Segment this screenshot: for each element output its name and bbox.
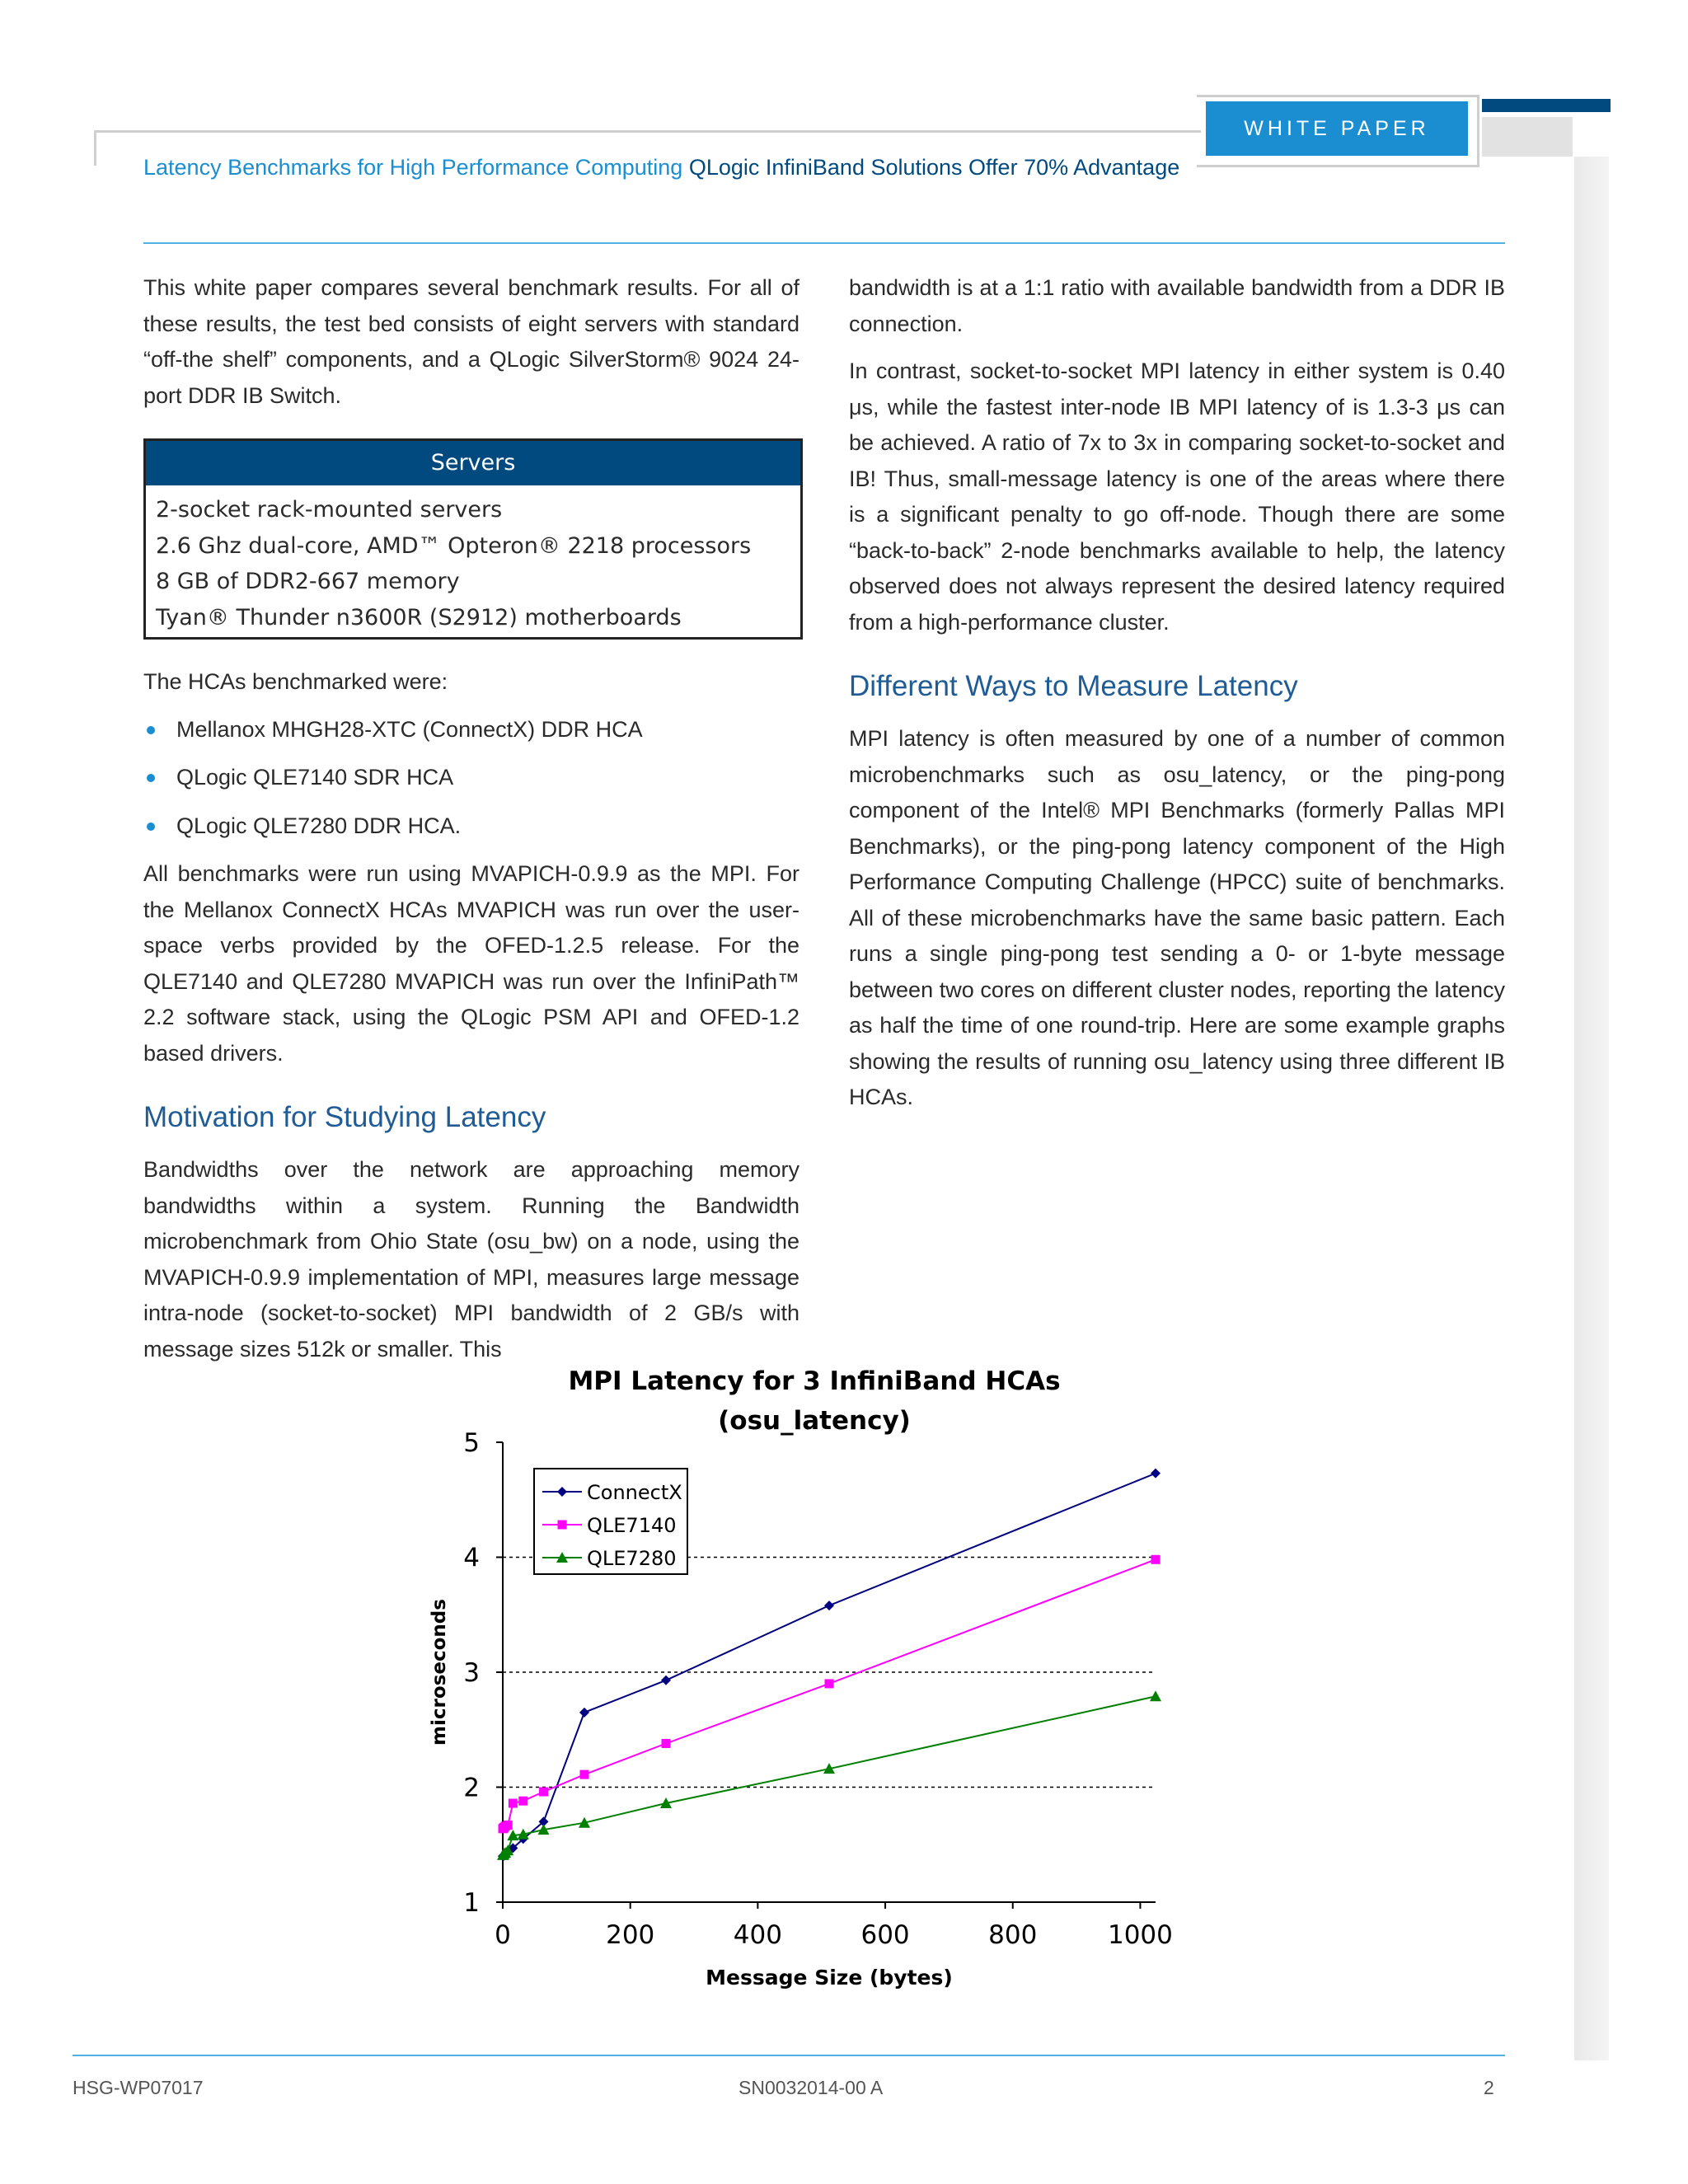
run-paragraph: All benchmarks were run using MVAPICH-0.9.9 as the MPI. For the Mellanox ConnectX HCAs MVAPICH was run over the user-space verbs provided by the OFED-1.2.5 release. For the QLE7140 and QLE7280 MVAPICH was run over the InfiniPath™ 2.2 software stack, using the QLogic PSM API and OFED-1.2 based drivers.: [143, 861, 799, 1066]
x-tick-label: 600: [860, 1920, 910, 1950]
servers-table: [143, 438, 803, 640]
data-point-qle7140: [504, 1821, 513, 1830]
hca-list-item-text: QLogic QLE7280 DDR HCA.: [176, 813, 462, 838]
latency-chart: [412, 1352, 1203, 2011]
x-tick-label: 0: [495, 1920, 511, 1950]
series-line-qle7140: [503, 1559, 1156, 1828]
data-point-qle7140: [1151, 1555, 1160, 1564]
servers-table-row: 2-socket rack-mounted servers: [156, 497, 503, 523]
legend-label: QLE7140: [587, 1514, 677, 1537]
data-point-connectx: [579, 1708, 589, 1718]
data-point-qle7140: [662, 1739, 671, 1748]
footer-rule: [73, 2055, 1505, 2056]
ways-paragraph: MPI latency is often measured by one of a number of common microbenchmarks such as osu_latency, or the ping-pong component of the Intel® MPI Benchmarks (formerly Pallas MPI Benchmarks), or the ping-pong latency component of the High Performance Computing Challenge (HPCC) suite of benchmarks. All of these microbenchmarks have the same basic pattern. Each runs a single ping-pong test sending a 0- or 1-byte message between two cores on different cluster nodes, reporting the latency as half the time of one round-trip. Here are some example graphs showing the results of running osu_latency using three different IB HCAs.: [849, 726, 1505, 1109]
y-tick-label: 4: [463, 1543, 480, 1573]
y-tick-label: 5: [463, 1428, 480, 1458]
hca-list-item-text: Mellanox MHGH28-XTC (ConnectX) DDR HCA: [176, 716, 643, 742]
page-side-strip: [1574, 157, 1609, 2060]
servers-table-body: [146, 485, 800, 637]
bullet-icon: [147, 823, 155, 831]
chart-x-axis-label: Message Size (bytes): [706, 1966, 953, 1990]
data-point-qle7140: [509, 1799, 518, 1808]
x-tick-label: 1000: [1107, 1920, 1173, 1950]
header-rule: [143, 242, 1505, 244]
chart-title-line2: (osu_latency): [718, 1406, 911, 1436]
servers-table-row: 2.6 Ghz dual-core, AMD™ Opteron® 2218 processors: [156, 532, 752, 559]
bullet-icon: [147, 726, 155, 734]
header-gray-panel: [1482, 117, 1573, 157]
chart-title-line1: MPI Latency for 3 InfiniBand HCAs: [568, 1366, 1061, 1396]
hca-list-item: [143, 712, 799, 748]
x-tick-label: 800: [988, 1920, 1038, 1950]
x-tick-label: 200: [606, 1920, 655, 1950]
data-point-connectx: [661, 1675, 671, 1685]
left-column: [143, 270, 799, 1379]
footer-doc-id: HSG-WP07017: [73, 2077, 204, 2098]
hca-list: [143, 712, 799, 845]
header-blue-bar: [1482, 99, 1611, 112]
data-point-connectx: [1151, 1469, 1160, 1479]
y-tick-label: 3: [463, 1658, 480, 1688]
continuation-paragraph: bandwidth is at a 1:1 ratio with available bandwidth from a DDR IB connection.: [849, 275, 1505, 336]
legend-marker-qle7140: [558, 1521, 567, 1530]
intro-paragraph: This white paper compares several benchmark results. For all of these results, the test bed consists of eight servers with standard “off-the shelf” components, and a QLogic SilverStorm® 9024 24-port DDR IB Switch.: [143, 275, 799, 408]
chart-legend: [534, 1469, 687, 1574]
ways-heading: Different Ways to Measure Latency: [849, 670, 1298, 702]
running-header-title: QLogic InfiniBand Solutions Offer 70% Advantage: [688, 155, 1180, 180]
running-header-series: Latency Benchmarks for High Performance Computing: [143, 155, 683, 180]
white-paper-tab: WHITE PAPER: [1206, 101, 1468, 156]
hca-list-item: [143, 760, 799, 796]
hcas-intro: The HCAs benchmarked were:: [143, 669, 448, 694]
y-tick-label: 1: [463, 1888, 480, 1918]
data-point-qle7140: [518, 1797, 528, 1806]
footer-page-number: 2: [1484, 2077, 1494, 2098]
data-point-qle7140: [825, 1679, 834, 1688]
running-header: [143, 155, 1179, 180]
servers-table-row: 8 GB of DDR2-667 memory: [156, 569, 460, 594]
servers-table-heading: Servers: [146, 441, 800, 485]
legend-label: ConnectX: [587, 1481, 682, 1504]
data-point-qle7140: [539, 1788, 548, 1797]
bullet-icon: [147, 774, 155, 782]
data-point-qle7280: [1150, 1690, 1161, 1701]
chart-y-axis-label: microseconds: [429, 1599, 450, 1746]
footer-part-number: SN0032014-00 A: [738, 2077, 884, 2098]
servers-table-row: Tyan® Thunder n3600R (S2912) motherboards: [156, 604, 682, 630]
series-line-qle7280: [503, 1696, 1156, 1855]
x-tick-label: 400: [733, 1920, 782, 1950]
hca-list-item-text: QLogic QLE7140 SDR HCA: [176, 765, 454, 790]
right-column: [849, 270, 1505, 1127]
data-point-qle7140: [580, 1770, 589, 1779]
contrast-paragraph: In contrast, socket-to-socket MPI latency in either system is 0.40 μs, while the fastest inter-node IB MPI latency of is 1.3-3 μs can be achieved. A ratio of 7x to 3x in comparing socket-to-socket and IB! Thus, small-message latency is one of the areas where there is a significant penalty to go off-node. Though there are some “back-to-back” 2-node benchmarks available to help, the latency observed does not always represent the desired latency required from a high-performance cluster.: [849, 359, 1505, 635]
legend-label: QLE7280: [587, 1547, 677, 1570]
hca-list-item: [143, 808, 799, 845]
y-tick-label: 2: [463, 1773, 480, 1803]
motivation-paragraph: Bandwidths over the network are approaching memory bandwidths within a system. Running the Bandwidth microbenchmark from Ohio State (osu_bw) on a node, using the MVAPICH-0.9.9 implementation of MPI, measures large message intra-node (socket-to-socket) MPI bandwidth of 2 GB/s with message sizes 512k or smaller. This: [143, 1157, 799, 1361]
motivation-heading: Motivation for Studying Latency: [143, 1101, 546, 1133]
chart-gridlines: [503, 1558, 1156, 1788]
data-point-connectx: [824, 1601, 834, 1610]
